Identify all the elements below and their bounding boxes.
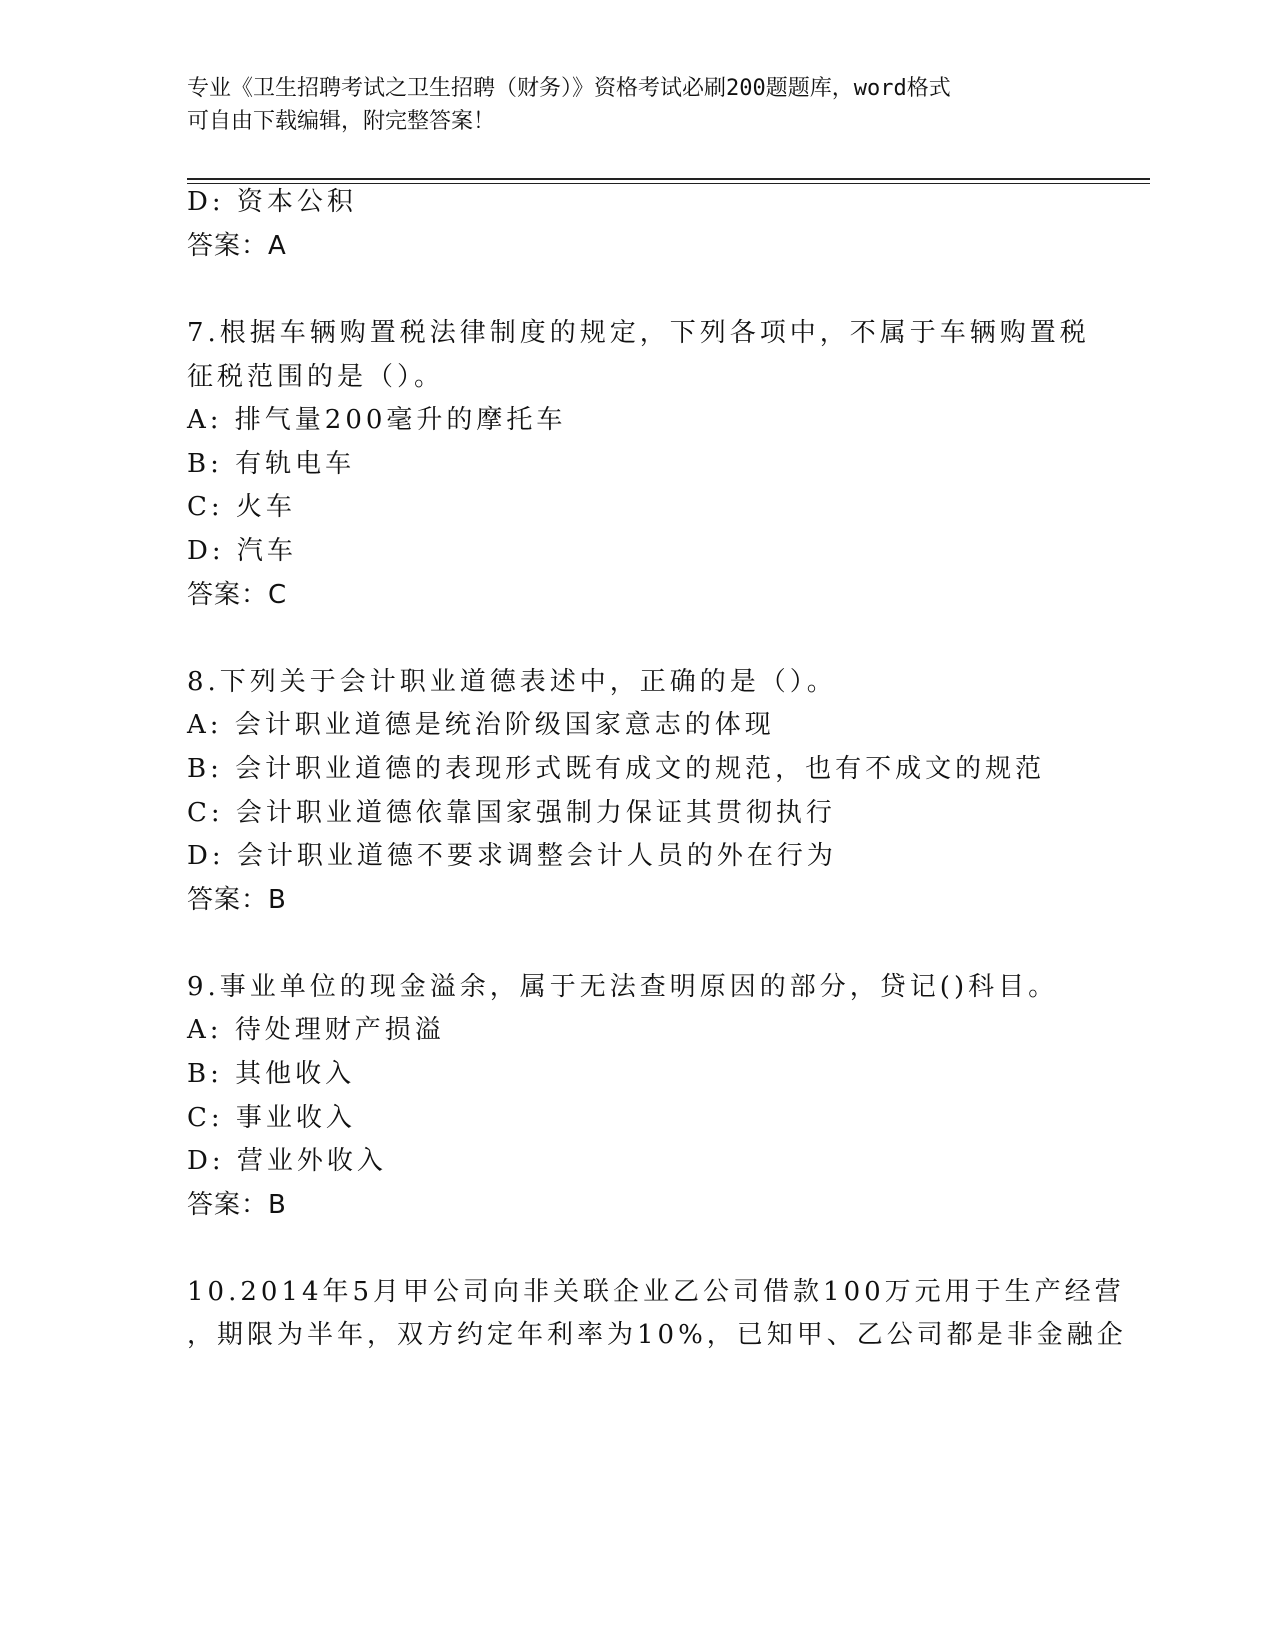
header-divider-thin — [187, 183, 1150, 184]
q8-stem: 8.下列关于会计职业道德表述中，正确的是（）。 — [187, 667, 837, 697]
q7-stem-line-2: 征税范围的是（）。 — [187, 362, 445, 392]
q9-option-d: D: 营业外收入 — [187, 1146, 387, 1176]
document-header — [187, 72, 1067, 138]
q8-option-d: D: 会计职业道德不要求调整会计人员的外在行为 — [187, 841, 837, 871]
q8-option-a: A: 会计职业道德是统治阶级国家意志的体现 — [187, 710, 775, 740]
q10-stem-line-1: 10.2014年5月甲公司向非关联企业乙公司借款100万元用于生产经营 — [187, 1277, 1125, 1307]
prev-answer: 答案：A — [187, 231, 287, 261]
q7-option-b: B: 有轨电车 — [187, 449, 356, 479]
q10-stem-line-2: ，期限为半年，双方约定年利率为10%，已知甲、乙公司都是非金融企 — [187, 1320, 1127, 1350]
q9-option-c: C: 事业收入 — [187, 1103, 356, 1133]
q7-stem-line-1: 7.根据车辆购置税法律制度的规定，下列各项中，不属于车辆购置税 — [187, 318, 1090, 348]
q9-answer: 答案：B — [187, 1190, 287, 1220]
q9-option-a: A: 待处理财产损溢 — [187, 1015, 445, 1045]
prev-option-d: D: 资本公积 — [187, 187, 357, 217]
q7-option-a: A: 排气量200毫升的摩托车 — [187, 405, 567, 435]
header-title-line-2: 可自由下载编辑，附完整答案！ — [187, 109, 496, 134]
header-divider-thick — [187, 178, 1150, 180]
q8-option-b: B: 会计职业道德的表现形式既有成文的规范，也有不成文的规范 — [187, 754, 1046, 784]
q7-option-d: D: 汽车 — [187, 536, 297, 566]
q8-answer: 答案：B — [187, 885, 287, 915]
q9-stem: 9.事业单位的现金溢余，属于无法查明原因的部分，贷记()科目。 — [187, 972, 1059, 1002]
q9-option-b: B: 其他收入 — [187, 1059, 356, 1089]
q7-option-c: C: 火车 — [187, 492, 296, 522]
header-title-line-1: 专业《卫生招聘考试之卫生招聘（财务）》资格考试必刷200题题库，word格式 — [187, 76, 951, 101]
q7-answer: 答案：C — [187, 580, 288, 610]
q8-option-c: C: 会计职业道德依靠国家强制力保证其贯彻执行 — [187, 798, 836, 828]
